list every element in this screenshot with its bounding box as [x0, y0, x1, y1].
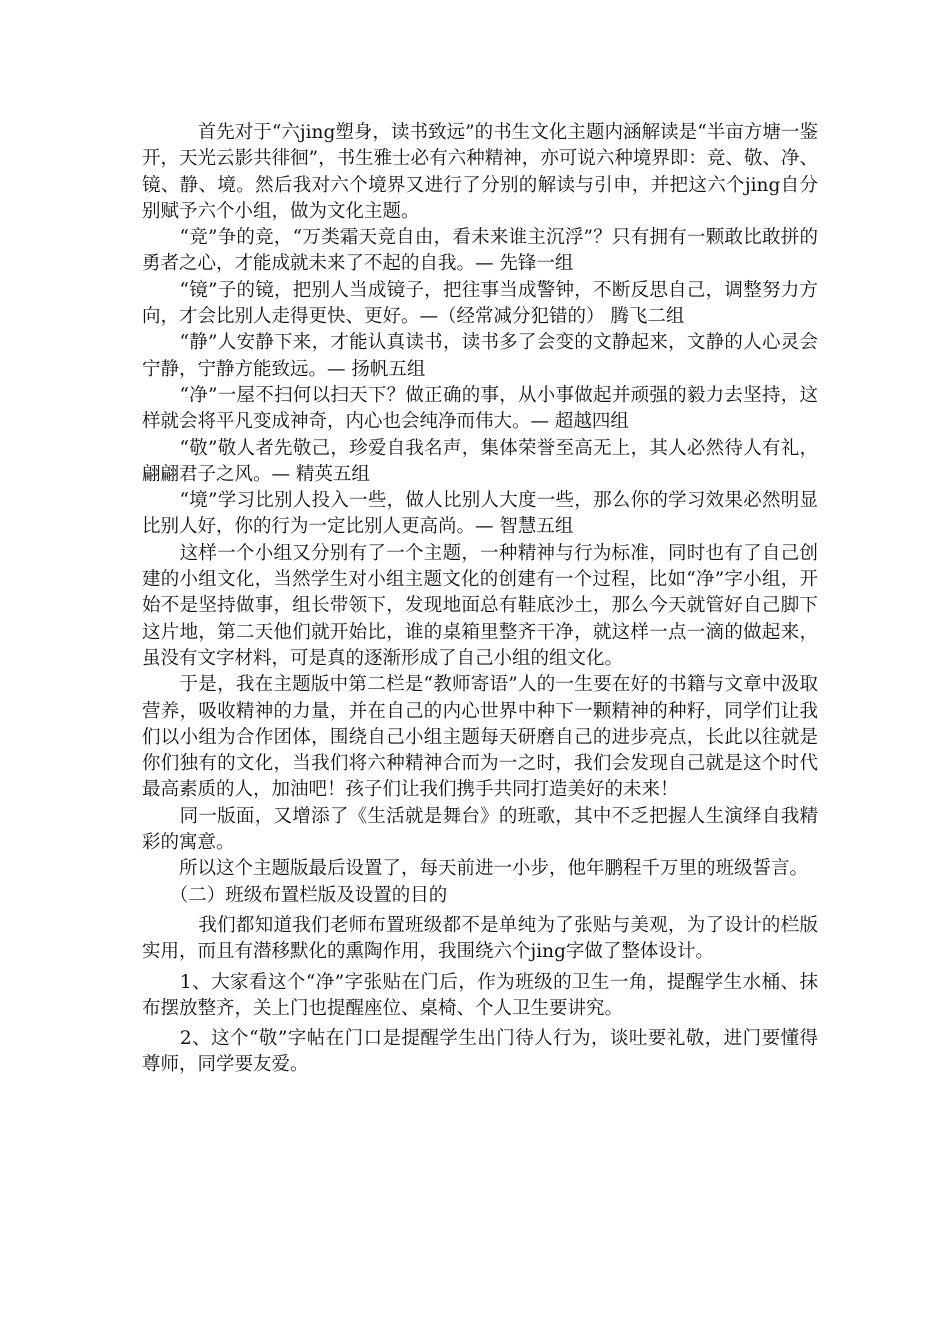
paragraph-intro: 首先对于“六jing塑身，读书致远”的书生文化主题内涵解读是“半亩方塘一鉴开，天光云影共徘徊”，书生雅士必有六种精神，亦可说六种境界即：竞、敬、净、镜、静、境。然后我对六个境界又进行了分别的解读与引申，并把这六个jing自分别赋予六个小组，做为文化主题。: [142, 122, 818, 222]
paragraph-teacher-message: 于是，我在主题版中第二栏是“教师寄语”人的一生要在好的书籍与文章中汲取营养，吸收精神的力量，并在自己的内心世界中种下一颗精神的种籽，同学们让我们以小组为合作团体，围绕自己小组主题每天研磨自己的进步亮点，长此以往就是你们独有的文化，当我们将六种精神合而为一之时，我们会发现自己就是这个时代最高素质的人，加油吧！孩子们让我们携手共同打造美好的未来！: [142, 674, 818, 801]
paragraph-group-culture: 这样一个小组又分别有了一个主题，一种精神与行为标准，同时也有了自己创建的小组文化，当然学生对小组主题文化的创建有一个过程，比如“净”字小组，开始不是坚持做事，组长带领下，发现地面总有鞋底沙土，那么今天就管好自己脚下这片地，第二天他们就开始比，谁的桌箱里整齐干净，就这样一点一滴的做起来，虽没有文字材料，可是真的逐渐形成了自己小组的组文化。: [142, 542, 818, 669]
paragraph-jing-realm: “境”学习比别人投入一些，做人比别人大度一些，那么你的学习效果必然明显比别人好，你的行为一定比别人更高尚。— 智慧五组: [142, 490, 818, 538]
paragraph-jing-clean: “净”一屋不扫何以扫天下？做正确的事，从小事做起并顽强的毅力去坚持，这样就会将平凡变成神奇，内心也会纯净而伟大。— 超越四组: [142, 384, 818, 433]
document-page: [142, 120, 818, 1079]
paragraph-item-1: 1、大家看这个“净”字张贴在门后，作为班级的卫生一角，提醒学生水桶、抹布摆放整齐，关上门也提醒座位、桌椅、个人卫生要讲究。: [142, 971, 818, 1019]
paragraph-item-2: 2、这个“敬”字帖在门口是提醒学生出门待人行为，谈吐要礼敬，进门要懂得尊师，同学要友爱。: [142, 1028, 818, 1076]
paragraph-jing-quiet: “静”人安静下来，才能认真读书，读书多了会变的文静起来，文静的人心灵会宁静，宁静方能致远。— 扬帆五组: [142, 332, 818, 380]
section-heading: （二）班级布置栏版及设置的目的: [142, 884, 448, 906]
paragraph-class-oath: 所以这个主题版最后设置了，每天前进一小步，他年鹏程千万里的班级誓言。: [142, 858, 809, 880]
paragraph-layout-purpose: 我们都知道我们老师布置班级都不是单纯为了张贴与美观，为了设计的栏版实用，而且有潜移默化的熏陶作用，我围绕六个jing字做了整体设计。: [142, 914, 818, 963]
paragraph-class-song: 同一版面，又增添了《生活就是舞台》的班歌，其中不乏把握人生演绎自我精彩的寓意。: [142, 805, 818, 854]
paragraph-jing-compete: “竞”争的竞，“万类霜天竞自由，看未来谁主沉浮”？只有拥有一颗敢比敢拼的勇者之心，才能成就未来了不起的自我。— 先锋一组: [142, 227, 818, 275]
paragraph-jing-mirror: “镜”子的镜，把别人当成镜子，把往事当成警钟，不断反思自己，调整努力方向，才会比别人走得更快、更好。—（经常减分犯错的） 腾飞二组: [142, 279, 818, 328]
paragraph-jing-respect: “敬”敬人者先敬己，珍爱自我名声，集体荣誉至高无上，其人必然待人有礼，翩翩君子之风。— 精英五组: [142, 437, 818, 485]
